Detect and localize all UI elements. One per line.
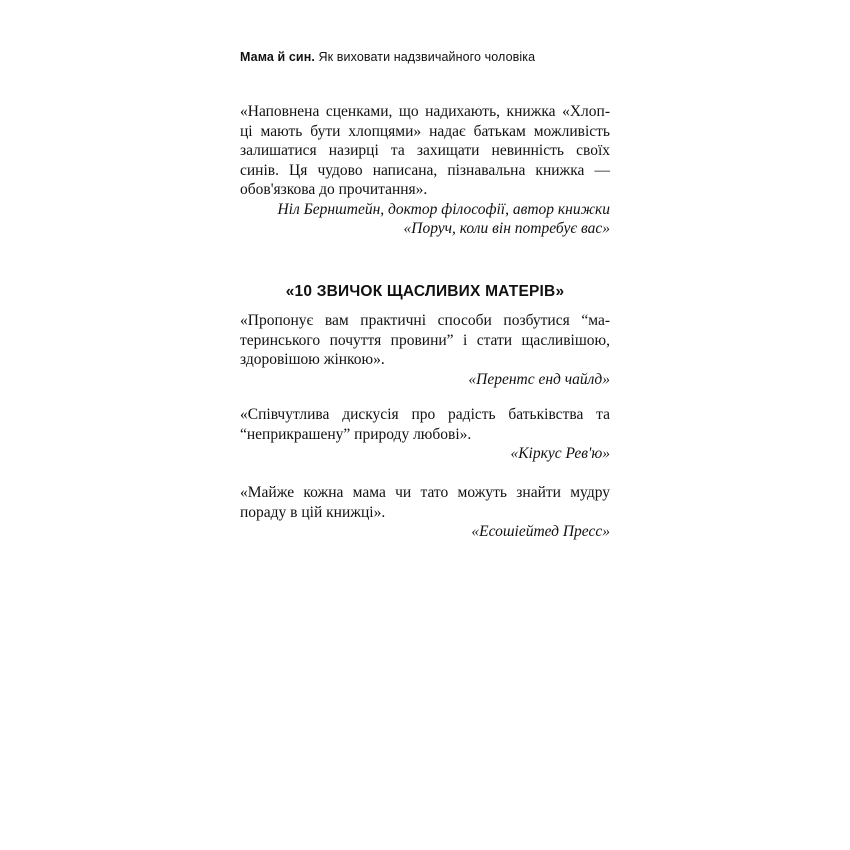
review-2-line: теринського почуття провини” і стати щасливішою,: [240, 331, 610, 349]
review-1: [240, 102, 610, 239]
review-1-line: синів. Ця чудово написана, пізнавальна книжка —: [240, 161, 610, 179]
review-1-quote: [240, 102, 610, 200]
review-1-line: обов'язкова до прочитання».: [240, 181, 428, 198]
review-1-line: залишатися назирці та захищати невинність своїх: [240, 142, 610, 159]
section-heading: «10 ЗВИЧОК ЩАСЛИВИХ МАТЕРІВ»: [285, 283, 565, 300]
review-4: [240, 483, 610, 542]
review-2-attribution: «Перентс енд чайлд»: [468, 370, 610, 388]
review-4-line: «Майже кожна мама чи тато можуть знайти мудру: [240, 484, 610, 501]
running-head: [240, 50, 535, 64]
review-4-attribution: «Есошіейтед Пресс»: [471, 523, 610, 540]
review-2: [240, 311, 610, 389]
review-1-attribution: Ніл Бернштейн, доктор філософії, автор книжки: [277, 200, 610, 218]
review-2-line: «Пропонує вам практичні способи позбутися “ма-: [240, 312, 610, 329]
review-2-line: здоровішою жінкою».: [240, 351, 385, 368]
review-3: [240, 405, 610, 464]
review-1-attribution-book: «Поруч, коли він потребує вас»: [403, 220, 610, 237]
running-head-subtitle: Як виховати надзвичайного чоловіка: [314, 50, 536, 64]
running-head-book-title: Мама й син.: [240, 50, 315, 64]
review-3-quote: [240, 405, 610, 444]
review-1-line: «Наповнена сценками, що надихають, книжка «Хлоп-: [240, 103, 610, 120]
review-3-attribution: «Кіркус Рев'ю»: [510, 445, 610, 462]
review-3-line: «Співчутлива дискусія про радість батьківства та: [240, 406, 610, 423]
review-4-quote: [240, 483, 610, 522]
review-2-quote: [240, 311, 610, 370]
review-1-line: ці мають бути хлопцями» надає батькам можливість: [240, 122, 610, 140]
review-4-line: пораду в цій книжці».: [240, 503, 386, 521]
review-3-line: “неприкрашену” природу любові».: [240, 425, 472, 443]
